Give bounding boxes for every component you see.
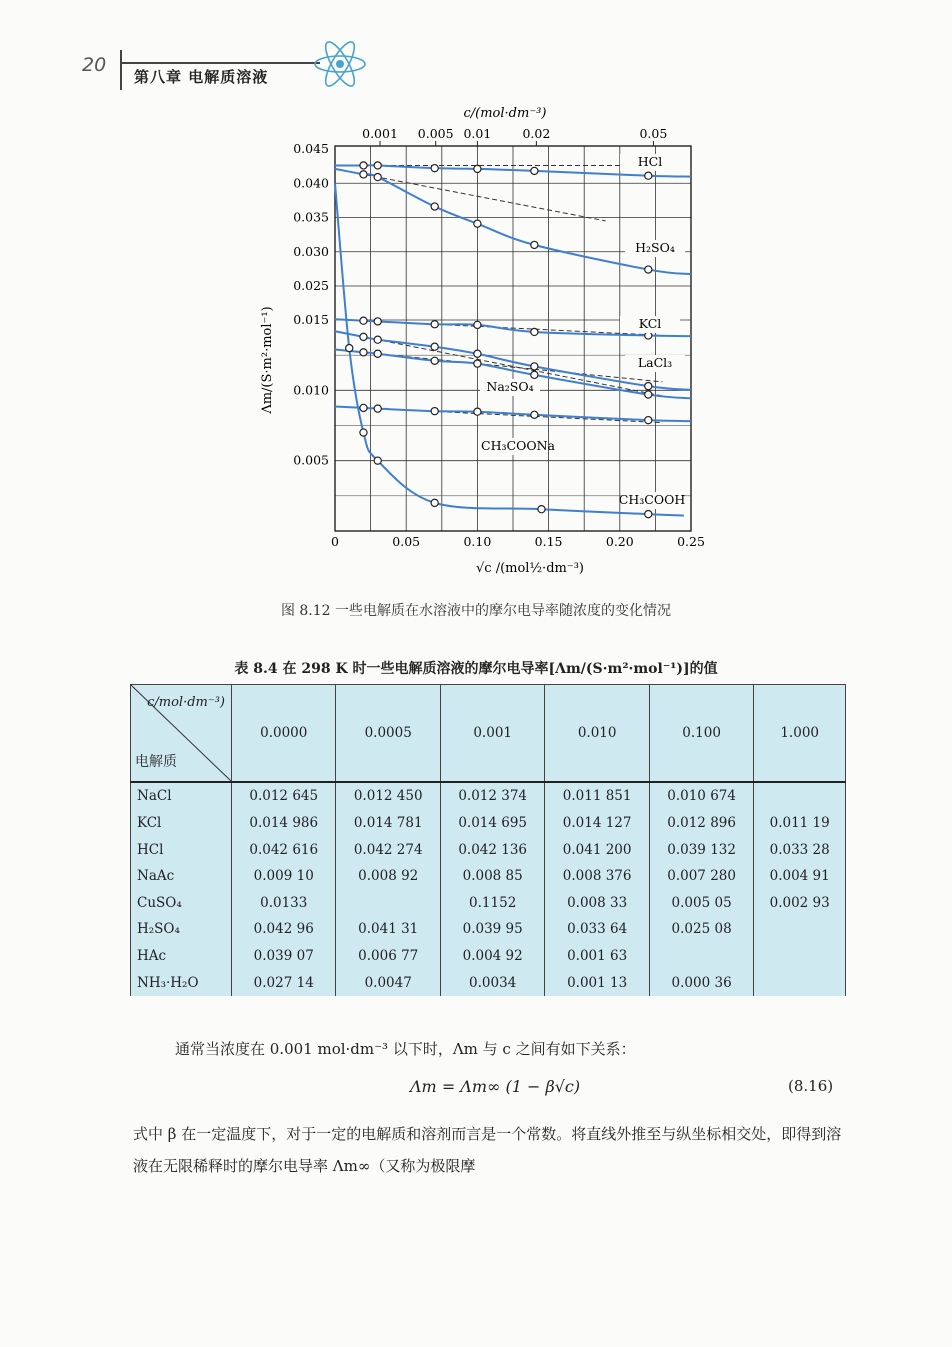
x-tick-label: 0.20 — [605, 534, 634, 549]
table-cell: 0.041 31 — [336, 916, 440, 943]
series-label: KCl — [638, 316, 662, 331]
data-point — [360, 404, 367, 411]
table-row — [131, 863, 846, 890]
series-label: CH₃COOH — [618, 492, 686, 507]
table-cell — [754, 943, 846, 970]
table-cell: 0.0133 — [232, 889, 336, 916]
series-line — [335, 183, 684, 515]
data-point — [346, 345, 353, 352]
table-row — [131, 836, 846, 863]
table-header-row — [131, 685, 846, 783]
data-point — [374, 336, 381, 343]
y-tick-label: 0.010 — [293, 382, 329, 398]
table-cell: 0.005 05 — [649, 889, 753, 916]
table-cell: 0.012 645 — [232, 782, 336, 810]
table-cell — [649, 943, 753, 970]
data-point — [374, 162, 381, 169]
data-point — [374, 350, 381, 357]
table-row — [131, 782, 846, 810]
data-point — [531, 363, 538, 370]
data-point — [431, 343, 438, 350]
data-point — [431, 357, 438, 364]
data-point — [431, 408, 438, 415]
table-cell: 0.011 851 — [545, 782, 649, 810]
data-point — [374, 173, 381, 180]
table-corner-cell — [131, 685, 232, 783]
column-header: 0.001 — [440, 685, 544, 783]
top-tick-label: 0.05 — [639, 126, 668, 141]
table-cell: 0.0034 — [440, 969, 544, 996]
column-header: 0.0000 — [232, 685, 336, 783]
data-point — [531, 411, 538, 418]
data-point — [474, 220, 481, 227]
electrolyte-name: CuSO₄ — [131, 889, 232, 916]
column-header: 0.0005 — [336, 685, 440, 783]
conductivity-table — [130, 684, 846, 996]
data-point — [431, 203, 438, 210]
data-point — [360, 162, 367, 169]
series-label: LaCl₃ — [637, 355, 673, 370]
data-point — [474, 408, 481, 415]
data-point — [645, 417, 652, 424]
series-label: HCl — [637, 154, 663, 169]
data-point — [531, 167, 538, 174]
data-point — [431, 321, 438, 328]
equation-8-16: Λm = Λm∞ (1 − β√c) — [410, 1077, 581, 1096]
data-point — [531, 371, 538, 378]
data-point — [474, 321, 481, 328]
column-header: 0.100 — [649, 685, 753, 783]
table-cell: 0.002 93 — [754, 889, 846, 916]
table-cell: 0.039 95 — [440, 916, 544, 943]
series-label: CH₃COONa — [481, 438, 555, 453]
table-cell: 0.006 77 — [336, 943, 440, 970]
table-cell: 0.042 136 — [440, 836, 544, 863]
table-cell: 0.042 616 — [232, 836, 336, 863]
data-points — [346, 162, 652, 518]
data-point — [374, 457, 381, 464]
y-tick-label: 0.035 — [293, 209, 329, 225]
y-axis-label: Λm/(S·m²·mol⁻¹) — [260, 306, 275, 414]
corner-concentration-label: c/mol·dm⁻³) — [147, 695, 225, 710]
x-tick-label: 0.25 — [677, 534, 705, 549]
top-tick-label: 0.01 — [463, 126, 492, 141]
top-tick-label: 0.001 — [362, 126, 398, 141]
data-point — [431, 499, 438, 506]
data-point — [538, 506, 545, 513]
y-tick-label: 0.015 — [293, 312, 329, 327]
table-cell: 0.008 376 — [545, 863, 649, 890]
table-cell: 0.012 374 — [440, 782, 544, 810]
table-cell: 0.1152 — [440, 889, 544, 916]
data-point — [374, 405, 381, 412]
corner-electrolyte-label: 电解质 — [135, 754, 177, 770]
table-cell: 0.001 13 — [545, 969, 649, 996]
top-tick-label: 0.02 — [522, 126, 551, 141]
electrolyte-name: HAc — [131, 943, 232, 970]
data-point — [531, 241, 538, 248]
table-cell: 0.033 64 — [545, 916, 649, 943]
paragraph: 通常当浓度在 0.001 mol·dm⁻³ 以下时，Λm 与 c 之间有如下关系： — [175, 1040, 636, 1058]
y-tick-label: 0.040 — [293, 175, 329, 191]
conductivity-chart — [0, 0, 952, 600]
axis-ticks — [293, 126, 705, 549]
x-tick-label: 0.05 — [392, 534, 421, 549]
table-cell: 0.0047 — [336, 969, 440, 996]
data-point — [474, 165, 481, 172]
table-cell: 0.014 695 — [440, 810, 544, 837]
table-cell: 0.008 85 — [440, 863, 544, 890]
data-point — [645, 391, 652, 398]
table-cell: 0.008 92 — [336, 863, 440, 890]
x-tick-label: 0 — [331, 534, 339, 549]
y-tick-label: 0.045 — [293, 141, 329, 156]
table-cell: 0.042 96 — [232, 916, 336, 943]
table-cell: 0.010 674 — [649, 782, 753, 810]
table-cell: 0.004 91 — [754, 863, 846, 890]
electrolyte-name: NaCl — [131, 782, 232, 810]
column-header: 0.010 — [545, 685, 649, 783]
column-header: 1.000 — [754, 685, 846, 783]
table-cell: 0.027 14 — [232, 969, 336, 996]
table-row — [131, 943, 846, 970]
table-cell: 0.009 10 — [232, 863, 336, 890]
top-axis-label: c/(mol·dm⁻³) — [463, 106, 547, 121]
table-cell: 0.001 63 — [545, 943, 649, 970]
table-cell: 0.042 274 — [336, 836, 440, 863]
chart-grid — [335, 146, 691, 531]
data-point — [645, 266, 652, 273]
data-point — [645, 383, 652, 390]
table-cell: 0.004 92 — [440, 943, 544, 970]
series-label: H₂SO₄ — [635, 240, 675, 255]
x-tick-label: 0.10 — [463, 534, 492, 549]
electrolyte-name: HCl — [131, 836, 232, 863]
table-cell: 0.039 132 — [649, 836, 753, 863]
table-cell — [754, 782, 846, 810]
table-cell: 0.008 33 — [545, 889, 649, 916]
data-point — [360, 171, 367, 178]
table-cell: 0.014 127 — [545, 810, 649, 837]
table-cell: 0.007 280 — [649, 863, 753, 890]
electrolyte-name: NaAc — [131, 863, 232, 890]
y-tick-label: 0.005 — [293, 452, 329, 468]
paragraph: 式中 β 在一定温度下，对于一定的电解质和溶剂而言是一个常数。将直线外推至与纵坐标相交处，即得到溶液在无限稀释时的摩尔电导率 Λm∞（又称为极限摩 — [133, 1125, 842, 1175]
table-cell: 0.039 07 — [232, 943, 336, 970]
table-cell: 0.041 200 — [545, 836, 649, 863]
series-label: Na₂SO₄ — [486, 379, 534, 394]
data-point — [645, 172, 652, 179]
table-title: 表 8.4 在 298 K 时一些电解质溶液的摩尔电导率[Λm/(S·m²·mol⁻¹)]的值 — [234, 661, 718, 677]
electrolyte-name: H₂SO₄ — [131, 916, 232, 943]
x-tick-label: 0.15 — [534, 534, 563, 549]
page-number: 20 — [82, 54, 107, 76]
data-point — [360, 349, 367, 356]
table-cell: 0.025 08 — [649, 916, 753, 943]
data-point — [360, 333, 367, 340]
data-point — [360, 429, 367, 436]
y-tick-label: 0.030 — [293, 243, 329, 259]
table-row — [131, 889, 846, 916]
table-cell: 0.012 450 — [336, 782, 440, 810]
table-cell: 0.011 19 — [754, 810, 846, 837]
data-point — [474, 350, 481, 357]
table-cell: 0.014 781 — [336, 810, 440, 837]
table-cell: 0.033 28 — [754, 836, 846, 863]
table-cell — [754, 969, 846, 996]
table-row — [131, 969, 846, 996]
data-point — [474, 360, 481, 367]
series-labels — [480, 154, 685, 509]
electrolyte-name: NH₃·H₂O — [131, 969, 232, 996]
table-cell: 0.014 986 — [232, 810, 336, 837]
data-point — [360, 317, 367, 324]
x-axis-label: √c /(mol½·dm⁻³) — [476, 561, 584, 576]
data-point — [374, 318, 381, 325]
table-cell — [754, 916, 846, 943]
data-point — [531, 328, 538, 335]
data-point — [431, 165, 438, 172]
table-row — [131, 916, 846, 943]
electrolyte-name: KCl — [131, 810, 232, 837]
equation-number: (8.16) — [788, 1077, 834, 1095]
top-tick-label: 0.005 — [417, 126, 454, 141]
table-row — [131, 810, 846, 837]
y-tick-label: 0.025 — [293, 278, 329, 293]
figure-caption: 图 8.12 一些电解质在水溶液中的摩尔电导率随浓度的变化情况 — [280, 603, 672, 619]
chapter-title: 第八章 电解质溶液 — [134, 68, 269, 86]
table-cell: 0.012 896 — [649, 810, 753, 837]
table-cell: 0.000 36 — [649, 969, 753, 996]
data-point — [645, 511, 652, 518]
table-cell — [336, 889, 440, 916]
